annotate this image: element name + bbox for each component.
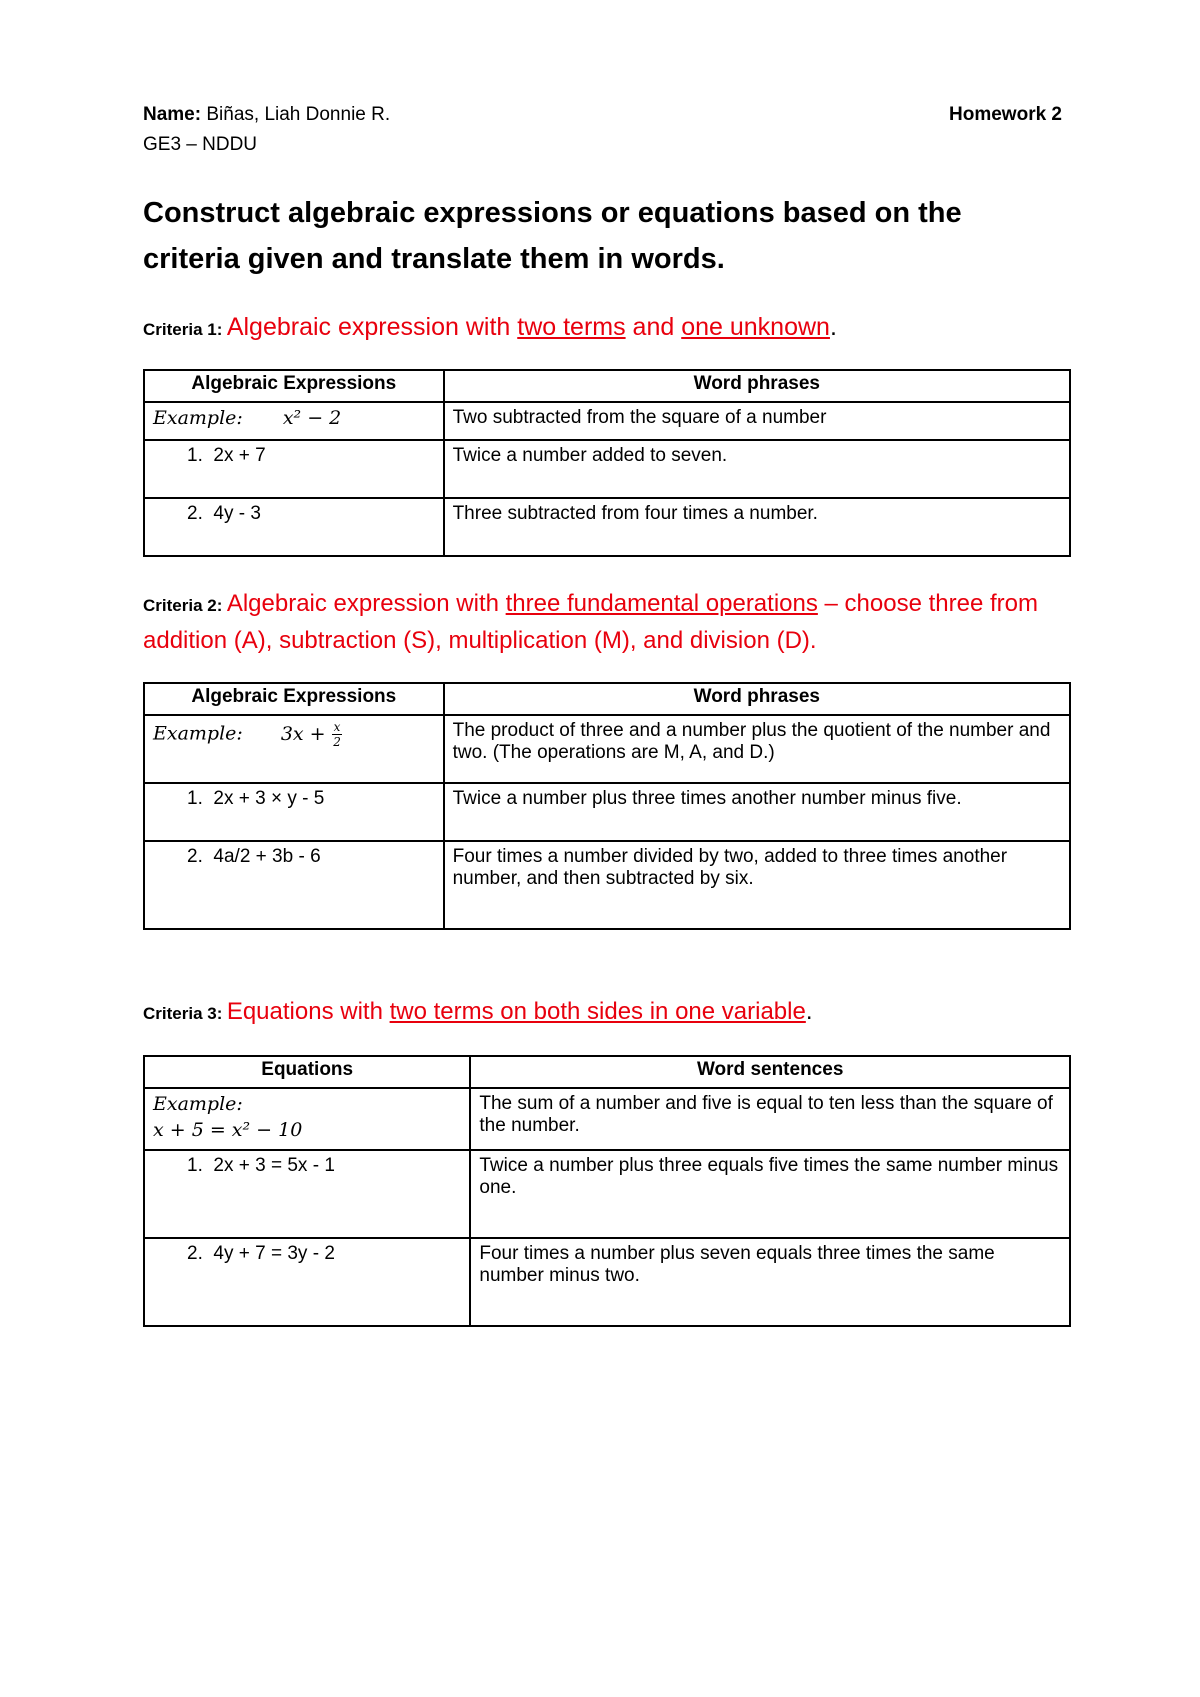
- col-header-equations: Equations: [144, 1056, 470, 1088]
- criteria-2-label: Criteria 2:: [143, 596, 223, 615]
- example-row: [144, 715, 1070, 783]
- homework-label: Homework 2: [949, 104, 1062, 125]
- row-number: 2.: [187, 846, 203, 867]
- expression-cell: [144, 1150, 470, 1238]
- row-expression: 2x + 3 = 5x - 1: [213, 1155, 335, 1176]
- col-header-word-sentences: Word sentences: [470, 1056, 1070, 1088]
- words-cell: Four times a number plus seven equals three times the same number minus two.: [470, 1238, 1070, 1326]
- example-row: [144, 1088, 1070, 1150]
- row-number: 1.: [187, 445, 203, 466]
- words-cell: Twice a number added to seven.: [444, 440, 1070, 498]
- example-row: [144, 402, 1070, 440]
- words-cell: Three subtracted from four times a number.: [444, 498, 1070, 556]
- c3-text-c: .: [805, 998, 813, 1025]
- example-expression-cell: [144, 715, 444, 783]
- c2-text-a: Algebraic expression with: [226, 590, 506, 617]
- criteria-3-statement: [143, 995, 1083, 1032]
- table-row: [144, 783, 1070, 841]
- expression-cell: [144, 440, 444, 498]
- criteria-1-statement: [143, 310, 1083, 348]
- row-number: 1.: [187, 788, 203, 809]
- table-row: [144, 1150, 1070, 1238]
- example-expression: x + 5 = x² − 10: [153, 1119, 303, 1141]
- row-number: 2.: [187, 503, 203, 524]
- words-cell: Twice a number plus three times another number minus five.: [444, 783, 1070, 841]
- c3-underline-1: two terms on both sides in one variable: [389, 998, 806, 1025]
- table-row: [144, 498, 1070, 556]
- table-row: [144, 1238, 1070, 1326]
- words-cell: Twice a number plus three equals five times the same number minus one.: [470, 1150, 1070, 1238]
- example-expression-cell: [144, 402, 444, 440]
- table-header-row: [144, 683, 1070, 715]
- row-expression: 2x + 3 × y - 5: [213, 788, 325, 809]
- example-fraction: [332, 720, 343, 749]
- example-label: Example:: [153, 722, 243, 745]
- example-expression: 3x +: [280, 722, 332, 745]
- example-label: Example:: [153, 1093, 243, 1115]
- col-header-word-phrases: Word phrases: [444, 683, 1070, 715]
- c2-text-b: – choose three from addition (A), subtraction (S), multiplication (M), and division (D).: [143, 590, 1038, 654]
- name-label: Name:: [143, 104, 202, 125]
- row-number: 2.: [187, 1243, 203, 1264]
- header-line: [143, 104, 1062, 126]
- row-expression: 4a/2 + 3b - 6: [213, 846, 321, 867]
- course-label: GE3 – NDDU: [143, 134, 258, 155]
- table-header-row: [144, 1056, 1070, 1088]
- col-header-word-phrases: Word phrases: [444, 370, 1070, 402]
- criteria-1-label: Criteria 1:: [143, 320, 223, 339]
- student-name: [143, 104, 390, 126]
- criteria-2-statement: [143, 587, 1063, 661]
- criteria-2-table: [143, 682, 1071, 930]
- c2-underline-1: three fundamental operations: [505, 590, 818, 617]
- example-expression-cell: [144, 1088, 470, 1150]
- example-words-cell: Two subtracted from the square of a number: [444, 402, 1070, 440]
- c1-underline-2: one unknown: [681, 313, 830, 341]
- example-expression: x² − 2: [282, 407, 342, 429]
- row-expression: 4y - 3: [213, 503, 261, 524]
- c1-text-b: and: [625, 313, 682, 341]
- table-row: [144, 841, 1070, 929]
- criteria-3-text: [227, 998, 813, 1025]
- table-header-row: [144, 370, 1070, 402]
- name-value: Biñas, Liah Donnie R.: [206, 104, 391, 125]
- table-row: [144, 440, 1070, 498]
- c3-text-a: Equations with: [226, 998, 390, 1025]
- row-expression: 4y + 7 = 3y - 2: [213, 1243, 335, 1264]
- example-label: Example:: [153, 407, 243, 429]
- row-number: 1.: [187, 1155, 203, 1176]
- criteria-2-text: [143, 590, 1038, 654]
- row-expression: 2x + 7: [213, 445, 266, 466]
- criteria-1-text: [227, 313, 837, 341]
- example-words-cell: The sum of a number and five is equal to ten less than the square of the number.: [470, 1088, 1070, 1150]
- expression-cell: [144, 783, 444, 841]
- words-cell: Four times a number divided by two, added to three times another number, and then subtracted by six.: [444, 841, 1070, 929]
- fraction-numerator: x: [333, 720, 341, 734]
- col-header-expressions: Algebraic Expressions: [144, 370, 444, 402]
- example-words-cell: The product of three and a number plus the quotient of the number and two. (The operations are M, A, and D.): [444, 715, 1070, 783]
- criteria-3-label: Criteria 3:: [143, 1004, 223, 1023]
- c1-underline-1: two terms: [517, 313, 626, 341]
- expression-cell: [144, 498, 444, 556]
- fraction-denominator: 2: [333, 735, 341, 749]
- expression-cell: [144, 1238, 470, 1326]
- col-header-expressions: Algebraic Expressions: [144, 683, 444, 715]
- instructions-title: Construct algebraic expressions or equations based on the criteria given and translate them in words.: [143, 197, 962, 275]
- criteria-3-table: [143, 1055, 1071, 1327]
- expression-cell: [144, 841, 444, 929]
- c1-text-c: .: [829, 313, 837, 341]
- criteria-1-table: [143, 369, 1071, 557]
- c1-text-a: Algebraic expression with: [226, 313, 518, 341]
